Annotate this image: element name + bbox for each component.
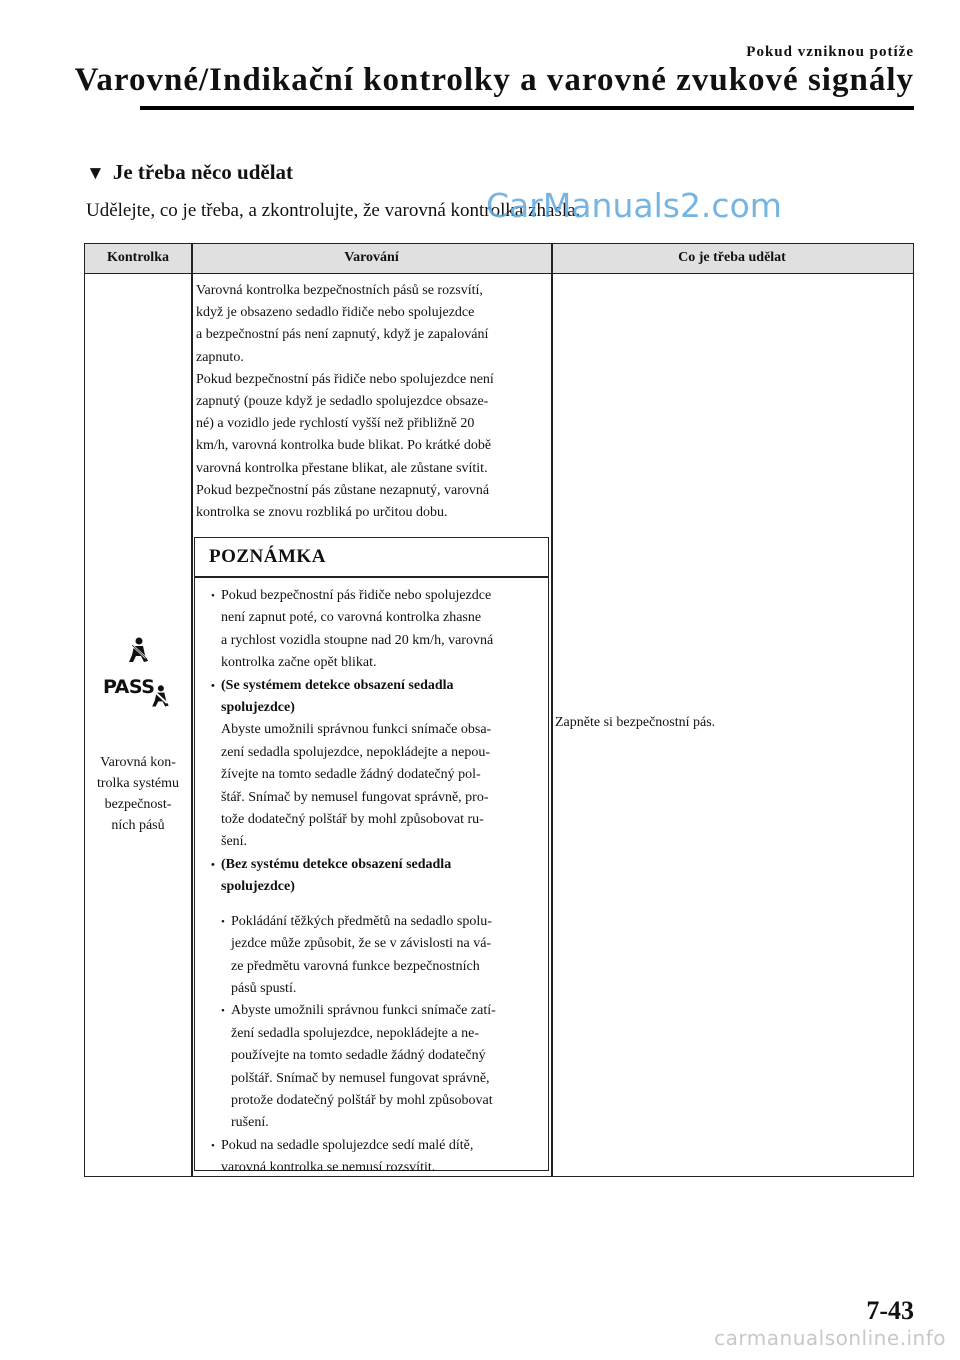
note-line: a rychlost vozidla stoupne nad 20 km/h, varovná <box>221 632 494 648</box>
warning-line: Pokud bezpečnostní pás zůstane nezapnutý, varovná <box>196 482 490 498</box>
warning-line: když je obsazeno sedadlo řidiče nebo spolujezdce <box>196 305 475 321</box>
note-line: není zapnut poté, co varovná kontrolka zhasne <box>221 610 482 626</box>
note-line: rušení. <box>231 1115 269 1131</box>
note-sub-item <box>221 911 541 1001</box>
warning-cell <box>192 274 551 1176</box>
warning-text <box>196 280 546 524</box>
caption-line: trolka systému <box>96 776 180 791</box>
warning-line: km/h, varovná kontrolka bude blikat. Po krátké době <box>196 438 492 454</box>
warning-line: kontrolka se znovu rozbliká po určitou dobu. <box>196 505 448 521</box>
warning-table <box>84 243 914 1177</box>
note-item-body <box>211 719 541 853</box>
pass-label: PASS <box>103 676 155 698</box>
note-title: POZNÁMKA <box>209 546 326 567</box>
section-intro: Udělejte, co je třeba, a zkontrolujte, že varovná kontrolka zhasla. <box>86 200 581 221</box>
note-sub-item <box>221 1000 541 1134</box>
caption-line: Varovná kon- <box>100 755 176 770</box>
note-line: • (Bez systému detekce obsazení sedadla <box>221 856 452 872</box>
note-line: varovná kontrolka se nemusí rozsvítit. <box>221 1160 436 1176</box>
note-body <box>211 585 541 1180</box>
table-header-row <box>85 244 913 274</box>
note-item <box>211 1135 541 1180</box>
column-header-varovani: Varování <box>344 250 399 265</box>
column-header-kontrolka: Kontrolka <box>107 250 169 265</box>
footer-site-watermark: carmanualsonline.info <box>714 1326 946 1350</box>
note-line: používejte na tomto sedadle žádný dodatečný <box>231 1048 486 1064</box>
note-line: • Abyste umožnili správnou funkci snímače zatí- <box>231 1003 496 1019</box>
page-number: 7-43 <box>866 1296 914 1325</box>
seatbelt-warning-icon <box>123 636 153 666</box>
note-line: Abyste umožnili správnou funkci snímače obsa- <box>221 722 492 738</box>
note-line: • Pokládání těžkých předmětů na sedadlo spolu- <box>231 913 492 929</box>
indicator-caption <box>85 752 191 836</box>
note-line: • Pokud na sedadle spolujezdce sedí malé dítě, <box>221 1137 474 1153</box>
indicator-icons <box>85 636 191 708</box>
note-line: spolujezdce) <box>221 879 295 895</box>
indicator-cell <box>85 274 191 1176</box>
note-line: pásů spustí. <box>231 980 297 996</box>
section-heading <box>86 160 293 185</box>
header-rule <box>140 106 914 110</box>
column-header-co-udelat: Co je třeba udělat <box>678 250 786 265</box>
action-cell <box>552 274 913 1176</box>
note-line: spolujezdce) <box>221 700 295 716</box>
caption-line: ních pásů <box>111 818 165 833</box>
note-line: protože dodatečný polštář by mohl způsobovat <box>231 1092 493 1108</box>
pass-seatbelt-warning-icon <box>85 672 191 708</box>
warning-line: varovná kontrolka přestane blikat, ale zůstane svítit. <box>196 460 488 476</box>
note-sub-list <box>211 911 541 1135</box>
caption-line: bezpečnost- <box>104 797 172 812</box>
warning-line: a bezpečnostní pás není zapnutý, když je zapalování <box>196 327 489 343</box>
note-line: jezdce může způsobit, že se v závislosti na vá- <box>231 936 492 952</box>
note-item <box>211 585 541 675</box>
note-item-heading <box>211 854 541 899</box>
warning-line: zapnutý (pouze když je sedadlo spolujezdce obsaze- <box>196 394 489 410</box>
watermark: CarManuals2.com <box>486 186 782 225</box>
warning-line: zapnuto. <box>196 349 244 365</box>
seatbelt-warning-icon <box>147 684 173 710</box>
note-line: • Pokud bezpečnostní pás řidiče nebo spolujezdce <box>221 588 492 603</box>
warning-line: Varovná kontrolka bezpečnostních pásů se rozsvítí, <box>196 283 483 298</box>
note-rule <box>195 576 548 578</box>
note-line: štář. Snímač by nemusel fungovat správně, pro- <box>221 789 489 805</box>
triangle-marker-icon: ▼ <box>86 163 105 184</box>
note-box <box>194 537 549 1176</box>
warning-line: Pokud bezpečnostní pás řidiče nebo spolujezdce není <box>196 371 494 387</box>
note-line: tože dodatečný polštář by mohl způsobovat ru- <box>221 812 484 828</box>
header-subtitle: Pokud vzniknou potíže <box>746 44 914 60</box>
note-line: žívejte na tomto sedadle žádný dodatečný pol- <box>221 767 481 783</box>
action-text: Zapněte si bezpečnostní pás. <box>555 715 716 730</box>
warning-line: né) a vozidlo jede rychlostí vyšší než přibližně 20 <box>196 416 475 432</box>
note-line: kontrolka začne opět blikat. <box>221 655 377 671</box>
note-line: šení. <box>221 834 248 850</box>
section-heading-text: Je třeba něco udělat <box>112 160 294 184</box>
note-line: • (Se systémem detekce obsazení sedadla <box>221 677 454 693</box>
note-item-heading <box>211 675 541 720</box>
note-line: ze předmětu varovná funkce bezpečnostních <box>231 958 480 974</box>
note-line: žení sedadla spolujezdce, nepokládejte a ne- <box>231 1025 479 1041</box>
header-title: Varovné/Indikační kontrolky a varovné zvukové signály <box>74 62 914 98</box>
note-line: zení sedadla spolujezdce, nepokládejte a nepou- <box>221 744 490 760</box>
note-line: polštář. Snímač by nemusel fungovat správně, <box>231 1070 490 1086</box>
